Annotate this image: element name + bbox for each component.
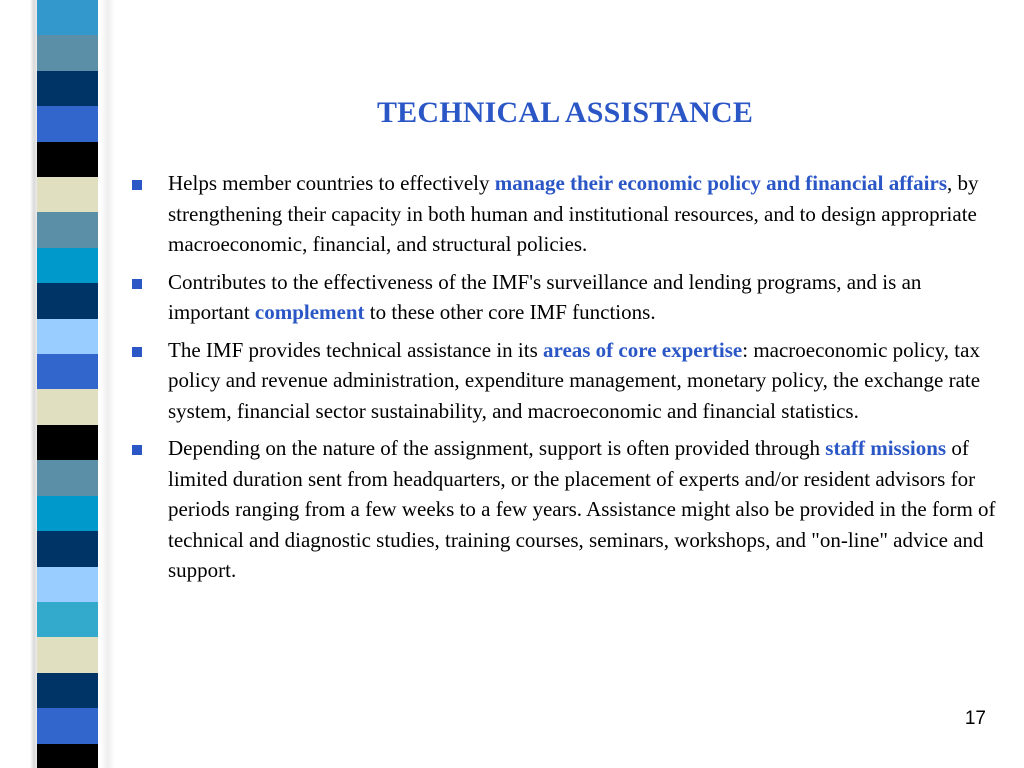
stripe-segment [37, 531, 98, 566]
bullet-item [130, 433, 1000, 586]
stripe-segment [37, 744, 98, 768]
highlighted-text: complement [254, 300, 365, 324]
square-bullet-icon [132, 180, 142, 190]
stripe-segment [37, 319, 98, 354]
stripe-segment [37, 637, 98, 672]
left-decorative-stripe [37, 0, 98, 768]
highlighted-text: areas of core expertise [543, 337, 743, 362]
page-number: 17 [964, 708, 986, 729]
bullet-list [130, 168, 1000, 593]
slide-title: TECHNICAL ASSISTANCE [376, 96, 754, 129]
stripe-segment [37, 283, 98, 318]
stripe-segment [37, 425, 98, 460]
bullet-text: Depending on the nature of the assignment, support is often provided through [168, 436, 826, 460]
stripe-segment [37, 460, 98, 495]
stripe-segment [37, 708, 98, 743]
bullet-text: , by strengthening their capacity in both human and institutional resources, and to design appropriate macroeconomic, financial, and structural policies. [168, 171, 979, 256]
stripe-segment [37, 602, 98, 637]
stripe-segment [37, 248, 98, 283]
stripe-segment [37, 35, 98, 70]
bullet-text: of limited duration sent from headquarters, or the placement of experts and/or resident advisors for periods ranging from a few weeks to a few years. Assistance might also be provided in the form of technical and diagnostic studies, training courses, seminars, workshops, and "on-line" advice and support. [168, 436, 996, 582]
bullet-text: The IMF provides technical assistance in its [168, 337, 543, 362]
bullet-text: Helps member countries to effectively [168, 171, 495, 195]
highlighted-text: staff missions [825, 436, 947, 460]
stripe-segment [37, 567, 98, 602]
highlighted-text: manage their economic policy and financial affairs [494, 171, 948, 195]
stripe-segment [37, 177, 98, 212]
stripe-segment [37, 106, 98, 141]
stripe-segment [37, 212, 98, 247]
square-bullet-icon [132, 279, 142, 289]
stripe-segment [37, 0, 98, 35]
bullet-text: to these other core IMF functions. [364, 300, 656, 324]
bullet-item [130, 267, 1000, 328]
stripe-segment [37, 142, 98, 177]
stripe-segment [37, 673, 98, 708]
bullet-item [130, 168, 1000, 260]
square-bullet-icon [132, 445, 142, 455]
stripe-segment [37, 71, 98, 106]
square-bullet-icon [132, 347, 142, 357]
stripe-segment [37, 354, 98, 389]
bullet-text: : macroeconomic policy, tax policy and revenue administration, expenditure management, monetary policy, the exchange rate system, financial sector sustainability, and macroeconomic and financial statistics. [168, 337, 981, 423]
stripe-segment [37, 389, 98, 424]
bullet-item [130, 335, 1000, 427]
stripe-segment [37, 496, 98, 531]
bullet-text: Contributes to the effectiveness of the IMF's surveillance and lending programs, and is an important [168, 269, 922, 324]
